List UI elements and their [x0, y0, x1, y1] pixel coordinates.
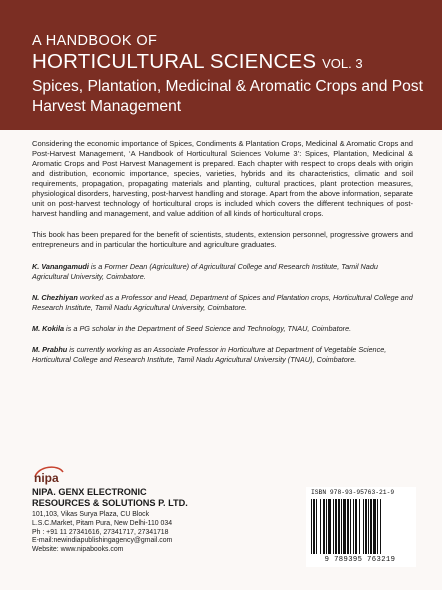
barcode-bar	[373, 499, 376, 554]
book-subtitle: Spices, Plantation, Medicinal & Aromatic Crops and Post Harvest Management	[32, 78, 423, 115]
barcode-bar	[380, 499, 381, 554]
author-name: N. Chezhiyan	[32, 293, 78, 302]
barcode-bar	[341, 499, 342, 554]
barcode-bar	[370, 499, 372, 554]
barcode-bar	[333, 499, 334, 554]
address-line: E-mail:newindiapublishingagency@gmail.com	[32, 537, 173, 545]
barcode-bar	[353, 499, 354, 554]
author-bio	[32, 293, 413, 313]
barcode	[311, 499, 409, 554]
barcode-bar	[377, 499, 378, 554]
author-name: M. Kokila	[32, 324, 65, 333]
author-bio	[32, 324, 413, 334]
author-name: K. Vanangamudi	[32, 262, 89, 271]
author-bio-text: is currently working as an Associate Professor in Horticulture at Department of Vegetable Science, Horticultural College and Research Institute, Tamil Nadu Agricultural University (TNAU), Coimbatore.	[32, 345, 387, 364]
barcode-bar	[359, 499, 360, 554]
author-bio-text: is a PG scholar in the Department of Seed Science and Technology, TNAU, Coimbatore.	[64, 324, 352, 333]
barcode-bar	[320, 499, 321, 554]
barcode-bar	[323, 499, 325, 554]
publisher-name-line: RESOURCES & SOLUTIONS P. LTD.	[32, 498, 188, 508]
isbn-label: ISBN 978-93-95763-21-9	[311, 489, 395, 496]
address-line: L.S.C.Market, Pitam Pura, New Delhi-110 034	[32, 519, 173, 527]
author-bio-text: is a Former Dean (Agriculture) of Agricultural College and Research Institute, Tamil Nadu Agricultural University, Coimbatore.	[32, 262, 378, 281]
author-bios	[32, 262, 413, 365]
publisher-name-line: NIPA. GENX ELECTRONIC	[32, 487, 147, 497]
barcode-bar	[335, 499, 337, 554]
cover-header	[0, 0, 442, 130]
barcode-bar	[316, 499, 317, 554]
address-line: Ph : +91 11 27341616, 27341717, 27341718	[32, 528, 169, 536]
blurb	[32, 139, 413, 365]
barcode-bar	[343, 499, 346, 554]
author-bio	[32, 345, 413, 365]
logo-wordmark: nipa	[34, 471, 59, 485]
barcode-bar	[368, 499, 369, 554]
barcode-bar	[338, 499, 340, 554]
description-paragraph: Considering the economic importance of Spices, Condiments & Plantation Crops, Medicinal & Aromatic Crops and Post-Harvest Management, ‘A Handbook of Horticultural Sciences Volume 3’: Spices, Plantation, Medicinal & Aromatic Crops and Post Harvest Management is prepared. Each chapter with respect to crops deals with origin and distribution, economic importance, species, varieties, hybrids and its characteristics, climatic and soil requirements, propagation, propagating materials and planting, cultural practices, plant protection measures, physiological disorders, harvesting, post-harvest handling and storage. Apart from the above information, separate unit on post-harvest technology of horticultural crops is included which covers the different techniques of post-harvest handling and management, and value addition of all kinds of horticultural crops.	[32, 139, 413, 218]
barcode-bar	[355, 499, 357, 554]
publisher-address	[32, 511, 172, 555]
barcode-bar	[313, 499, 315, 554]
author-name: M. Prabhu	[32, 345, 68, 354]
nipa-logo	[32, 463, 66, 485]
volume-label: VOL. 3	[322, 56, 363, 71]
address-line: 101,103, Vikas Surya Plaza, CU Block	[32, 511, 150, 518]
address-line: Website: www.nipabooks.com	[32, 546, 124, 554]
book-title-text: HORTICULTURAL SCIENCES	[32, 50, 317, 73]
barcode-bar	[311, 499, 312, 554]
description-paragraph: This book has been prepared for the benefit of scientists, students, extension personnel, progressive growers and entrepreneurs and in particular the horticulture and agriculture graduates.	[32, 230, 413, 249]
barcode-bar	[350, 499, 351, 554]
author-bio-text: worked as a Professor and Head, Department of Spices and Plantation crops, Horticultural College and Research Institute, Tamil Nadu Agricultural University, Coimbatore.	[32, 293, 413, 312]
book-title	[32, 50, 363, 74]
barcode-bar	[328, 499, 331, 554]
publisher-name	[32, 487, 188, 509]
barcode-bar	[365, 499, 367, 554]
barcode-bar	[347, 499, 349, 554]
pretitle: A HANDBOOK OF	[32, 33, 158, 49]
barcode-bar	[326, 499, 327, 554]
barcode-digits: 9 789395 763219	[324, 556, 396, 564]
barcode-bar	[363, 499, 364, 554]
author-bio	[32, 262, 413, 282]
